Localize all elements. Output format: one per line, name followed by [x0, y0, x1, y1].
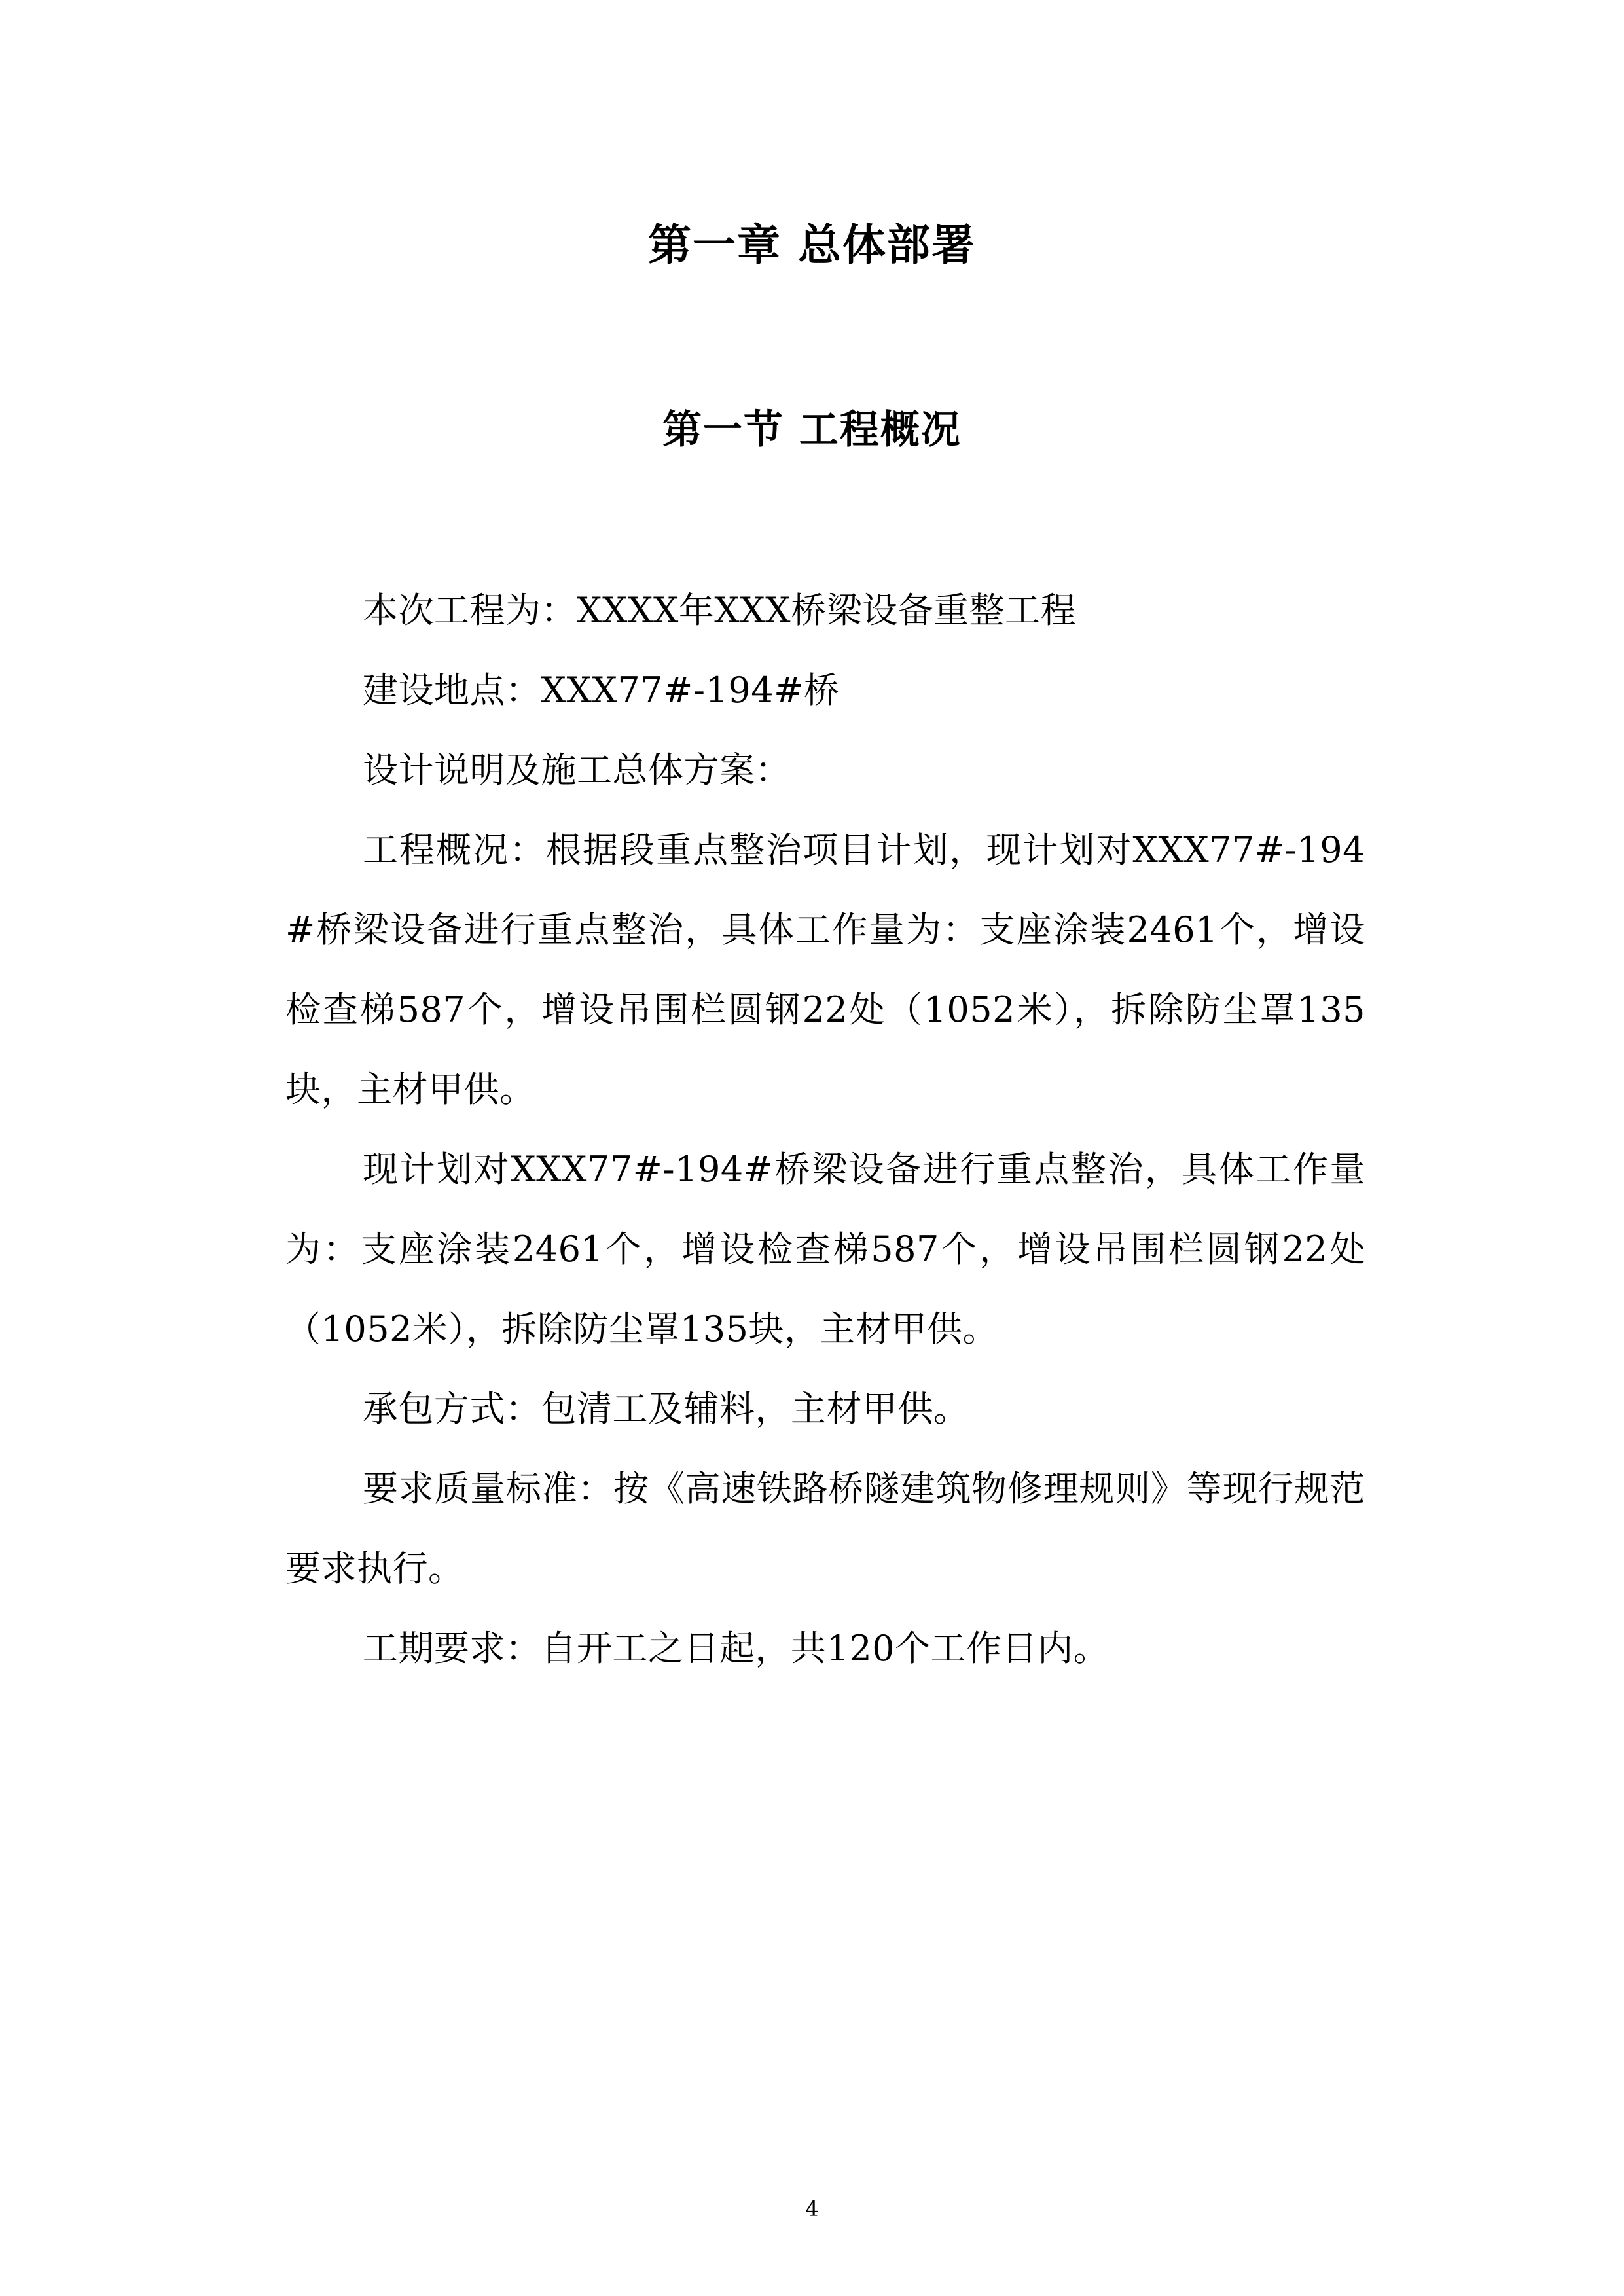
- paragraph-location: 建设地点：XXX77#-194#桥: [363, 670, 840, 711]
- paragraph-schedule: 工期要求：自开工之日起，共120个工作日内。: [363, 1628, 1110, 1669]
- page-number: 4: [805, 2197, 819, 2221]
- section-title: 第一节 工程概况: [662, 407, 962, 453]
- paragraph-project-name: 本次工程为：XXXX年XXX桥梁设备重整工程: [363, 590, 1077, 631]
- body-text: [285, 571, 1365, 1689]
- paragraph-contract-method: 承包方式：包清工及辅料，主材甲供。: [363, 1388, 969, 1429]
- paragraph-work-plan: 现计划对XXX77#-194#桥梁设备进行重点整治，具体工作量为：支座涂装2461个，增设检查梯587个，增设吊围栏圆钢22处（1052米），拆除防尘罩135块，主材甲供。: [285, 1149, 1365, 1350]
- paragraph-quality-standard: 要求质量标准：按《高速铁路桥隧建筑物修理规则》等现行规范要求执行。: [285, 1468, 1365, 1589]
- paragraph-design-heading: 设计说明及施工总体方案：: [363, 749, 791, 791]
- chapter-title: 第一章 总体部署: [648, 220, 976, 270]
- paragraph-project-overview: 工程概况：根据段重点整治项目计划，现计划对XXX77#-194#桥梁设备进行重点整治，具体工作量为：支座涂装2461个，增设检查梯587个，增设吊围栏圆钢22处（1052米），拆除防尘罩135块，主材甲供。: [285, 829, 1365, 1110]
